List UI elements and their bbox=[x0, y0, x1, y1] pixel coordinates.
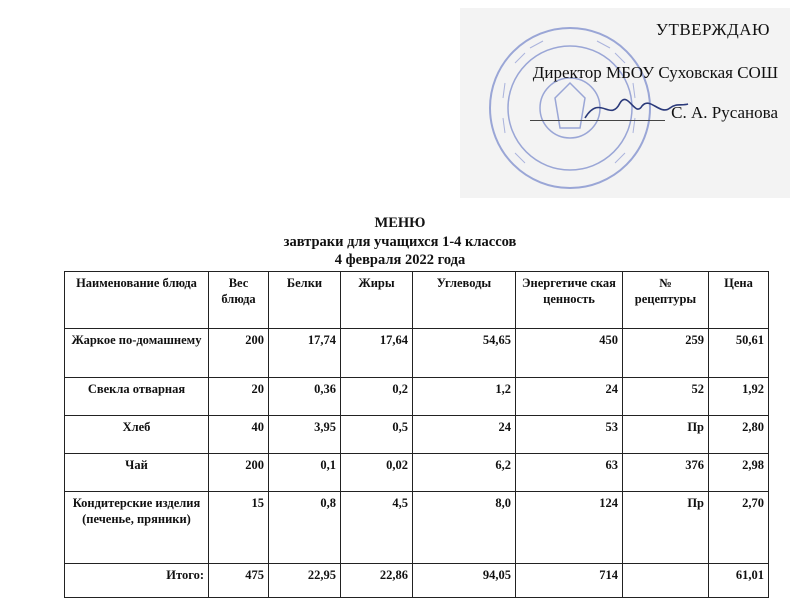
cell-recipe: 52 bbox=[623, 378, 709, 416]
menu-date: 4 февраля 2022 года bbox=[334, 252, 466, 268]
header-price: Цена bbox=[709, 272, 769, 329]
cell-protein: 17,74 bbox=[269, 329, 341, 378]
cell-energy: 450 bbox=[516, 329, 623, 378]
cell-price: 50,61 bbox=[709, 329, 769, 378]
header-name: Наименование блюда bbox=[65, 272, 209, 329]
menu-table bbox=[64, 271, 769, 598]
total-price: 61,01 bbox=[709, 564, 769, 598]
cell-carbs: 24 bbox=[413, 416, 516, 454]
cell-protein: 0,36 bbox=[269, 378, 341, 416]
cell-name: Чай bbox=[65, 454, 209, 492]
header-weight: Вес блюда bbox=[209, 272, 269, 329]
cell-protein: 0,8 bbox=[269, 492, 341, 564]
table-row bbox=[65, 329, 769, 378]
cell-recipe: Пр bbox=[623, 416, 709, 454]
cell-fat: 0,5 bbox=[341, 416, 413, 454]
cell-price: 2,80 bbox=[709, 416, 769, 454]
cell-recipe: Пр bbox=[623, 492, 709, 564]
cell-protein: 3,95 bbox=[269, 416, 341, 454]
cell-carbs: 6,2 bbox=[413, 454, 516, 492]
total-carbs: 94,05 bbox=[413, 564, 516, 598]
table-row bbox=[65, 416, 769, 454]
cell-carbs: 8,0 bbox=[413, 492, 516, 564]
cell-fat: 0,2 bbox=[341, 378, 413, 416]
cell-weight: 15 bbox=[209, 492, 269, 564]
cell-name: Свекла отварная bbox=[65, 378, 209, 416]
cell-weight: 200 bbox=[209, 329, 269, 378]
cell-energy: 53 bbox=[516, 416, 623, 454]
cell-price: 1,92 bbox=[709, 378, 769, 416]
approval-block bbox=[460, 8, 790, 198]
table-row bbox=[65, 492, 769, 564]
total-row bbox=[65, 564, 769, 598]
cell-name: Хлеб bbox=[65, 416, 209, 454]
cell-name: Жаркое по-домашнему bbox=[65, 329, 209, 378]
cell-recipe: 376 bbox=[623, 454, 709, 492]
signature-line bbox=[530, 120, 665, 121]
header-energy: Энергетиче ская ценность bbox=[516, 272, 623, 329]
cell-weight: 40 bbox=[209, 416, 269, 454]
cell-weight: 20 bbox=[209, 378, 269, 416]
total-energy: 714 bbox=[516, 564, 623, 598]
menu-title: МЕНЮ bbox=[374, 215, 426, 231]
cell-energy: 24 bbox=[516, 378, 623, 416]
cell-price: 2,98 bbox=[709, 454, 769, 492]
table-row bbox=[65, 454, 769, 492]
header-protein: Белки bbox=[269, 272, 341, 329]
cell-recipe: 259 bbox=[623, 329, 709, 378]
cell-name: Кондитерские изделия (печенье, пряники) bbox=[65, 492, 209, 564]
total-label: Итого: bbox=[65, 564, 209, 598]
cell-fat: 0,02 bbox=[341, 454, 413, 492]
header-carbs: Углеводы bbox=[413, 272, 516, 329]
cell-energy: 124 bbox=[516, 492, 623, 564]
approval-name: С. А. Русанова bbox=[671, 103, 778, 122]
approval-position: Директор МБОУ Суховская СОШ bbox=[532, 63, 778, 82]
cell-carbs: 54,65 bbox=[413, 329, 516, 378]
cell-fat: 17,64 bbox=[341, 329, 413, 378]
approval-title: УТВЕРЖДАЮ bbox=[655, 20, 770, 39]
total-protein: 22,95 bbox=[269, 564, 341, 598]
total-weight: 475 bbox=[209, 564, 269, 598]
total-recipe bbox=[623, 564, 709, 598]
menu-subtitle: завтраки для учащихся 1-4 классов bbox=[283, 234, 517, 250]
header-fat: Жиры bbox=[341, 272, 413, 329]
cell-fat: 4,5 bbox=[341, 492, 413, 564]
total-fat: 22,86 bbox=[341, 564, 413, 598]
table-header-row bbox=[65, 272, 769, 329]
table-row bbox=[65, 378, 769, 416]
header-recipe: № рецептуры bbox=[623, 272, 709, 329]
cell-price: 2,70 bbox=[709, 492, 769, 564]
cell-weight: 200 bbox=[209, 454, 269, 492]
cell-carbs: 1,2 bbox=[413, 378, 516, 416]
cell-protein: 0,1 bbox=[269, 454, 341, 492]
cell-energy: 63 bbox=[516, 454, 623, 492]
